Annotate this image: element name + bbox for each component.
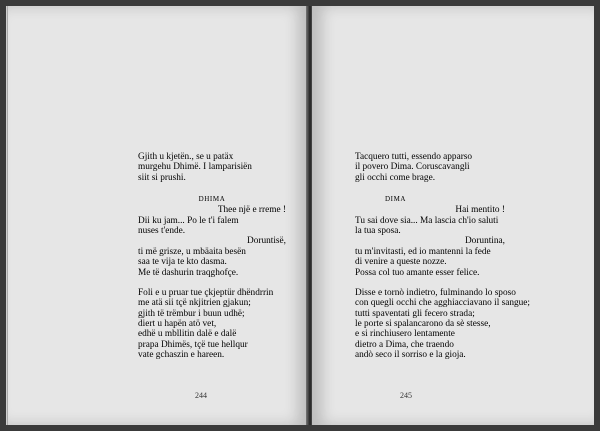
- right-line-b3: la tua sposa.: [355, 225, 401, 236]
- right-line-d3: tutti spaventati gli fecero strada;: [355, 308, 475, 319]
- left-line-c2: saa te vija te kto dasma.: [138, 257, 227, 268]
- right-line-a2: il povero Dima. Coruscavangli: [355, 162, 470, 173]
- left-line-d2: me atä sii tçë nkjitrien gjakun;: [138, 298, 251, 309]
- left-line-d1: Foli e u pruar tue çkjeptür dhëndrrin: [138, 287, 274, 298]
- right-line-d6: dietro a Dima, che traendo: [355, 339, 454, 350]
- right-line-d5: e si rinchiusero lentamente: [355, 329, 455, 340]
- left-line-b2: Dii ku jam... Po le t'i falem: [138, 215, 239, 226]
- right-line-c3: Possa col tuo amante esser felice.: [355, 267, 480, 278]
- left-line-b4: Doruntisë,: [247, 236, 286, 247]
- left-line-a3: siit si prushi.: [138, 172, 186, 183]
- left-line-d4: diert u hapën atö vet,: [138, 319, 217, 330]
- left-line-b3: nuses t'ende.: [138, 225, 186, 236]
- right-line-c2: di venire a queste nozze.: [355, 257, 447, 268]
- left-line-c3: Me të dashurin traqghofçe.: [138, 267, 239, 278]
- right-speaker-name: DIMA: [385, 195, 407, 204]
- left-line-d5: edhë u mbllitin dalë e dalë: [138, 329, 237, 340]
- right-page-number: 245: [400, 391, 412, 400]
- left-line-d3: gjith të trëmbur i buun udhë;: [138, 308, 245, 319]
- right-line-a1: Tacquero tutti, essendo apparso: [355, 152, 473, 162]
- left-line-d6: prapa Dhimës, tçë tue hellqur: [138, 339, 248, 350]
- right-line-b4: Doruntina,: [464, 236, 505, 247]
- right-line-a3: gli occhi come brage.: [355, 172, 436, 183]
- left-line-d7: vate gchaszin e hareen.: [138, 350, 225, 361]
- left-page-number: 244: [195, 391, 207, 400]
- left-line-a2: murgehu Dhimë. I lamparisiën: [138, 162, 252, 173]
- right-line-d4: le porte si spalancarono da sè stesse,: [355, 319, 491, 330]
- left-line-b1: Thee një e rreme !: [217, 205, 286, 216]
- right-line-c1: tu m'invitasti, ed io mantenni la fede: [355, 246, 491, 257]
- left-page-text: [138, 152, 286, 361]
- left-line-a1: Gjith u kjetën., se u patäx: [138, 152, 234, 162]
- right-page-text: [355, 152, 545, 361]
- right-line-b1: Hai mentito !: [455, 205, 505, 216]
- right-line-d1: Disse e tornò indietro, fulminando lo sposo: [355, 287, 516, 298]
- right-line-b2: Tu sai dove sia... Ma lascia ch'io saluti: [355, 215, 499, 226]
- left-line-c1: ti më grisze, u mbäaita besën: [138, 246, 246, 257]
- left-speaker-name: DHIMA: [198, 195, 226, 204]
- right-line-d7: andò seco il sorriso e la gioja.: [355, 350, 466, 361]
- right-line-d2: con quegli occhi che agghiacciavano il sangue;: [355, 298, 531, 309]
